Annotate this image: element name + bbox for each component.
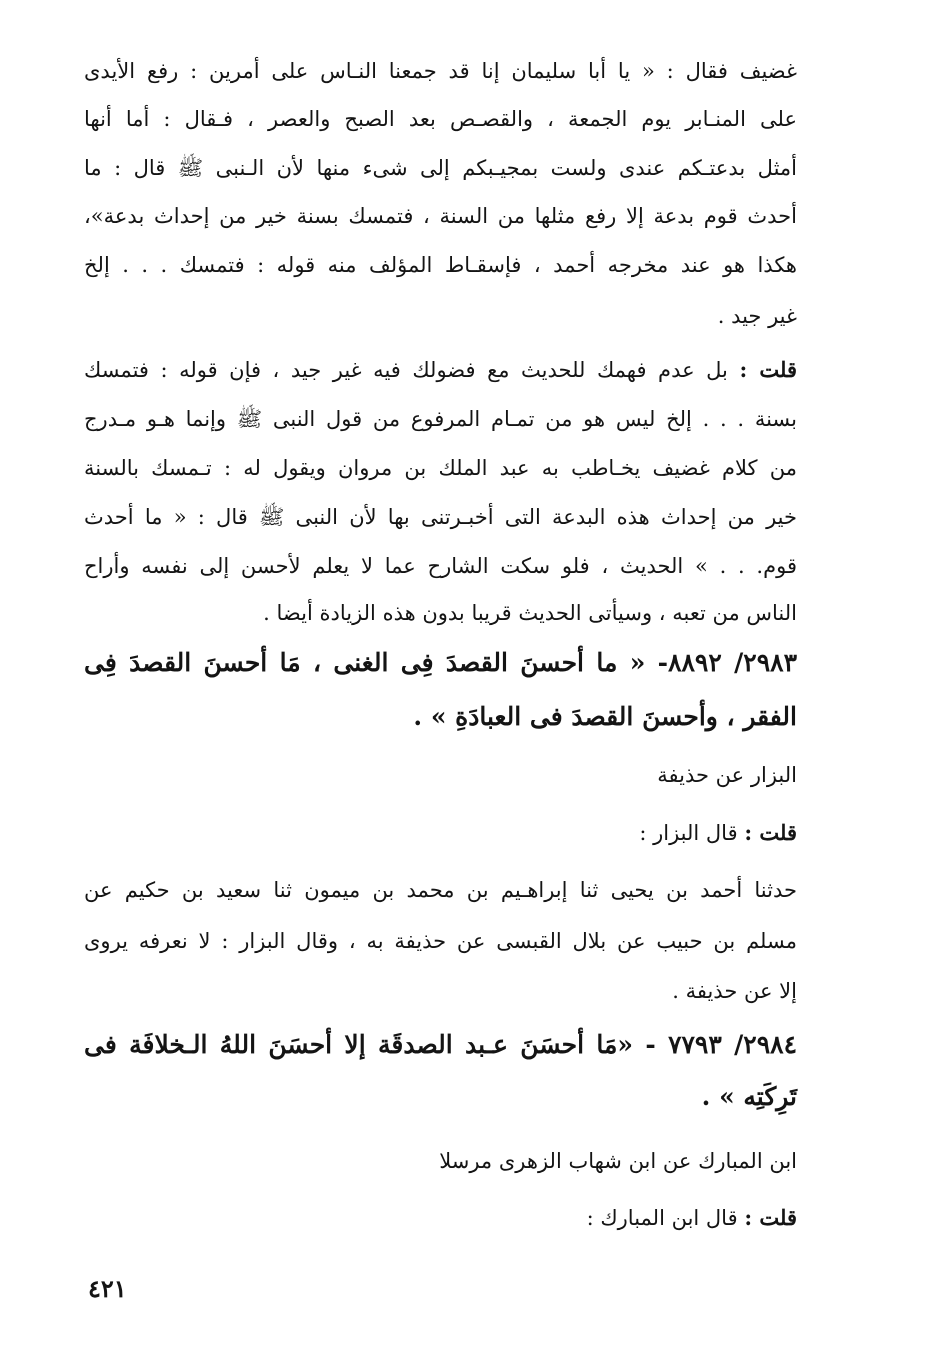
hadith-source: البزار عن حذيفة xyxy=(657,763,797,787)
text-line: قوم. . . » الحديث ، فلو سكت الشارح عما لا يعلم لأحسن إلى نفسه وأراح xyxy=(84,554,797,578)
text-line: الناس من تعبه ، وسيأتى الحديث قريبا بدون هذه الزيادة أيضا . xyxy=(263,601,797,625)
text-line: على المنـابر يوم الجمعة ، والقصـص بعد الصبح والعصر ، فـقال : أما أنها xyxy=(84,107,797,131)
comment-line xyxy=(587,1203,797,1235)
hadith-text: تَرِكَتِه » . xyxy=(701,1082,797,1111)
text-line: خير من إحداث هذه البدعة التى أخبـرتنى بها لأن النبى ﷺ قال : « ما أحدث xyxy=(84,505,797,529)
text-line: غير جيد . xyxy=(717,304,797,328)
comment-line xyxy=(84,355,797,387)
comment-line xyxy=(639,818,797,850)
text-line: إلا عن حذيفة . xyxy=(672,979,797,1003)
hadith-source: ابن المبارك عن ابن شهاب الزهرى مرسلا xyxy=(439,1149,797,1173)
text-line: من كلام غضيف يخـاطب به عبد الملك بن مروان ويقول له : تـمسك بالسنة xyxy=(84,456,797,480)
text-line: أمثل بدعتـكم عندى ولست بمجيـبكم إلى شىء منها لأن الـنبى ﷺ قال : ما xyxy=(84,156,797,180)
comment-label: قلت : xyxy=(744,820,797,845)
text-line: هكذا هو عند مخرجه أحمد ، فإسقـاط المؤلف منه قوله : فتمسك . . . إلخ xyxy=(84,253,797,277)
page-number: ٤٢١ xyxy=(88,1274,127,1303)
comment-text: قال البزار : xyxy=(639,821,738,845)
text-line: بسنة . . . إلخ ليس هو من تمـام المرفوع من قول النبى ﷺ وإنما هـو مـدرج xyxy=(84,407,797,431)
comment-text: بل عدم فهمك للحديث مع فضولك فيه غير جيد ، فإن قوله : فتمسك xyxy=(84,358,728,382)
text-line: حدثنا أحمد بن يحيى ثنا إبراهـيم بن محمد بن ميمون ثنا سعيد بن حكيم عن xyxy=(84,878,797,902)
comment-label: قلت : xyxy=(744,1205,797,1230)
hadith-text: الفقر ، وأحسنَ القصدَ فى العبادَةِ » . xyxy=(413,702,797,731)
text-line: غضيف فقال : « يا أبا سليمان إنا قد جمعنا النـاس على أمرين : رفع الأيدى xyxy=(84,59,797,83)
hadith-text: ٢٩٨٤/ ٧٧٩٣ - «مَا أحسَنَ عـبد الصدقَة إلا أحسَنَ اللهُ الـخلافَة فى xyxy=(84,1030,797,1059)
hadith-text: ٢٩٨٣/ ٨٨٩٢- « ما أحسنَ القصدَ فِى الغنى ، مَا أحسنَ القصدَ فِى xyxy=(84,648,797,677)
comment-text: قال ابن المبارك : xyxy=(586,1206,738,1230)
text-line: أحدث قوم بدعة إلا رفع مثلها من السنة ، فتمسك بسنة خير من إحداث بدعة»، xyxy=(84,204,797,228)
text-line: مسلم بن حبيب عن بلال القبسى عن حذيفة به ، وقال البزار : لا نعرفه يروى xyxy=(84,929,797,953)
comment-label: قلت : xyxy=(739,357,797,382)
